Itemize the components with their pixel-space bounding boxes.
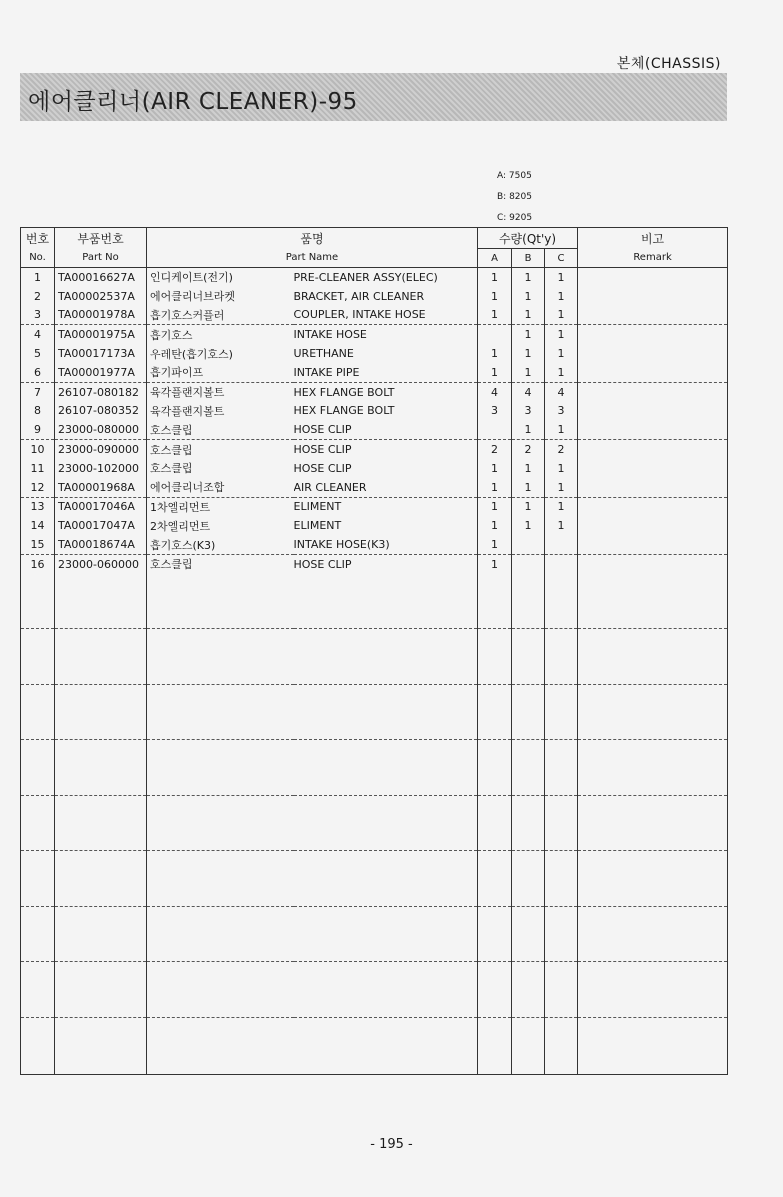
row-qty-c: 3: [545, 402, 578, 421]
row-name-en: AIR CLEANER: [294, 478, 478, 497]
empty-row: [21, 1017, 728, 1074]
row-qty-a: 1: [478, 535, 512, 554]
row-no: 13: [21, 497, 55, 516]
row-name-kr: 에어클리너브라켓: [150, 290, 236, 304]
row-no: 3: [21, 306, 55, 325]
row-no: 7: [21, 382, 55, 401]
header-qty-a: A: [478, 249, 512, 268]
row-remark: [578, 363, 728, 382]
row-no: 9: [21, 420, 55, 439]
row-qty-c: 1: [545, 268, 578, 287]
row-qty-b: 1: [512, 344, 545, 363]
row-qty-a: 1: [478, 459, 512, 478]
table-row: [21, 459, 728, 478]
row-name-en: INTAKE PIPE: [294, 363, 478, 382]
empty-row: [21, 906, 728, 962]
row-name-en: BRACKET, AIR CLEANER: [294, 287, 478, 306]
row-part-no: 23000-060000: [55, 554, 147, 573]
row-remark: [578, 554, 728, 573]
row-qty-a: 1: [478, 268, 512, 287]
row-name-kr: 흡기호스커플러: [147, 306, 294, 325]
row-qty-b: [512, 535, 545, 554]
row-qty-b: 1: [512, 497, 545, 516]
empty-row: [21, 684, 728, 740]
row-name-en: HOSE CLIP: [294, 440, 478, 459]
row-no: 2: [21, 287, 55, 306]
row-name-kr: 육각플랜지볼트: [150, 386, 225, 400]
row-no: 10: [21, 440, 55, 459]
row-qty-b: 1: [512, 363, 545, 382]
row-qty-a: 1: [478, 287, 512, 306]
row-qty-c: 1: [545, 306, 578, 325]
row-qty-a: 1: [478, 554, 512, 573]
row-part-no: 26107-080182: [55, 382, 147, 401]
row-name-kr: 인디케이트(전기): [150, 271, 233, 285]
row-name-en: COUPLER, INTAKE HOSE: [294, 306, 478, 325]
row-no: 4: [21, 325, 55, 344]
row-no: 14: [21, 516, 55, 535]
header-partno-en: Part No: [55, 249, 147, 268]
row-qty-b: 1: [512, 420, 545, 439]
row-no: 6: [21, 363, 55, 382]
row-name-kr: 흡기호스: [150, 328, 193, 342]
row-qty-b: 1: [512, 459, 545, 478]
row-remark: [578, 344, 728, 363]
row-part-no: TA00016627A: [55, 268, 147, 287]
row-qty-a: 4: [478, 382, 512, 401]
row-qty-a: 1: [478, 478, 512, 497]
row-name-en: PRE-CLEANER ASSY(ELEC): [294, 268, 478, 287]
row-part-no: TA00001978A: [55, 306, 147, 325]
row-no: 8: [21, 402, 55, 421]
table-row: [21, 516, 728, 535]
row-qty-c: [545, 535, 578, 554]
row-part-no: TA00017047A: [55, 516, 147, 535]
row-name-kr: 호스클립: [150, 443, 193, 457]
model-c-label: C: 9205: [497, 213, 533, 223]
row-name-kr: 흡기파이프: [147, 363, 294, 382]
row-qty-a: 3: [478, 402, 512, 421]
row-remark: [578, 420, 728, 439]
header-qty-b: B: [512, 249, 545, 268]
table-row: [21, 440, 728, 459]
row-qty-b: 4: [512, 382, 545, 401]
row-qty-c: 1: [545, 287, 578, 306]
row-name-kr: 호스클립: [150, 462, 193, 476]
row-qty-c: 1: [545, 420, 578, 439]
row-qty-c: [545, 554, 578, 573]
row-no: 16: [21, 554, 55, 573]
row-part-no: 23000-080000: [55, 420, 147, 439]
header-name-kr: 품명: [147, 228, 478, 249]
table-row: [21, 554, 728, 573]
header-no-kr: 번호: [21, 228, 55, 249]
row-remark: [578, 268, 728, 287]
header-remark-en: Remark: [578, 249, 728, 268]
table-row: [21, 344, 728, 363]
row-name-kr: 1차엘리먼트: [150, 500, 211, 514]
row-no: 15: [21, 535, 55, 554]
empty-row: [21, 851, 728, 907]
row-part-no: 26107-080352: [55, 402, 147, 421]
row-qty-c: 1: [545, 363, 578, 382]
row-no: 1: [21, 268, 55, 287]
page-title: 에어클리너(AIR CLEANER)-95: [28, 89, 358, 115]
row-qty-c: 1: [545, 344, 578, 363]
row-remark: [578, 440, 728, 459]
row-qty-a: 1: [478, 344, 512, 363]
header-no-en: No.: [21, 249, 55, 268]
row-qty-c: 1: [545, 478, 578, 497]
row-remark: [578, 497, 728, 516]
table-row: [21, 402, 728, 421]
row-qty-a: 1: [478, 363, 512, 382]
row-name-kr: 육각플랜지볼트: [150, 404, 225, 418]
row-qty-c: 4: [545, 382, 578, 401]
header-remark-kr: 비고: [578, 228, 728, 249]
row-qty-b: 3: [512, 402, 545, 421]
table-row: [21, 363, 728, 382]
row-no: 11: [21, 459, 55, 478]
row-name-en: INTAKE HOSE(K3): [294, 535, 478, 554]
empty-row: [21, 740, 728, 796]
row-part-no: TA00017173A: [55, 344, 147, 363]
table-row: [21, 497, 728, 516]
row-qty-b: 1: [512, 287, 545, 306]
row-no: 12: [21, 478, 55, 497]
row-part-no: TA00017046A: [55, 497, 147, 516]
row-qty-a: [478, 325, 512, 344]
row-part-no: TA00018674A: [55, 535, 147, 554]
row-no: 5: [21, 344, 55, 363]
row-name-en: ELIMENT: [294, 497, 478, 516]
row-name-en: HOSE CLIP: [294, 459, 478, 478]
row-remark: [578, 306, 728, 325]
table-row: [21, 306, 728, 325]
table-header-row: [21, 228, 728, 249]
row-qty-b: [512, 554, 545, 573]
row-remark: [578, 382, 728, 401]
table-row: [21, 478, 728, 497]
row-part-no: 23000-102000: [55, 459, 147, 478]
empty-row: [21, 795, 728, 851]
model-legend: [497, 166, 532, 229]
row-remark: [578, 478, 728, 497]
row-name-kr: 2차엘리먼트: [150, 519, 211, 533]
row-qty-c: 1: [545, 497, 578, 516]
model-b-label: B: 8205: [497, 192, 532, 202]
row-remark: [578, 516, 728, 535]
header-qty: 수량(Qt'y): [478, 228, 578, 249]
row-part-no: 23000-090000: [55, 440, 147, 459]
row-name-kr: 호스클립: [147, 420, 294, 439]
row-remark: [578, 535, 728, 554]
row-name-en: HOSE CLIP: [294, 420, 478, 439]
row-remark: [578, 459, 728, 478]
empty-row: [21, 629, 728, 685]
header-partno-kr: 부품번호: [55, 228, 147, 249]
row-name-kr: 우레탄(흡기호스): [150, 347, 233, 361]
table-row: [21, 325, 728, 344]
row-remark: [578, 402, 728, 421]
row-qty-b: 1: [512, 325, 545, 344]
empty-row: [21, 574, 728, 629]
row-name-en: HEX FLANGE BOLT: [294, 382, 478, 401]
table-row: [21, 382, 728, 401]
table-row: [21, 287, 728, 306]
header-name-en: Part Name: [147, 249, 478, 268]
row-qty-a: 1: [478, 516, 512, 535]
header-qty-c: C: [545, 249, 578, 268]
title-banner: [20, 73, 727, 121]
row-name-en: ELIMENT: [294, 516, 478, 535]
section-label: 본체(CHASSIS): [616, 56, 721, 72]
row-name-en: URETHANE: [294, 344, 478, 363]
row-part-no: TA00002537A: [55, 287, 147, 306]
table-row: [21, 420, 728, 439]
empty-row: [21, 962, 728, 1018]
parts-table: [20, 227, 728, 1075]
table-row: [21, 535, 728, 554]
row-name-en: HOSE CLIP: [294, 554, 478, 573]
table-subheader-row: [21, 249, 728, 268]
row-qty-b: 1: [512, 478, 545, 497]
row-name-en: INTAKE HOSE: [294, 325, 478, 344]
row-qty-a: 1: [478, 306, 512, 325]
row-part-no: TA00001977A: [55, 363, 147, 382]
row-qty-b: 2: [512, 440, 545, 459]
row-name-kr: 에어클리너조합: [147, 478, 294, 497]
row-qty-a: 2: [478, 440, 512, 459]
row-qty-c: 2: [545, 440, 578, 459]
row-qty-b: 1: [512, 516, 545, 535]
table-row: [21, 268, 728, 287]
row-part-no: TA00001975A: [55, 325, 147, 344]
row-qty-c: 1: [545, 459, 578, 478]
row-qty-c: 1: [545, 516, 578, 535]
row-remark: [578, 287, 728, 306]
row-part-no: TA00001968A: [55, 478, 147, 497]
row-qty-b: 1: [512, 268, 545, 287]
row-qty-a: [478, 420, 512, 439]
row-qty-a: 1: [478, 497, 512, 516]
row-name-kr: 흡기호스(K3): [147, 535, 294, 554]
row-remark: [578, 325, 728, 344]
row-qty-c: 1: [545, 325, 578, 344]
model-a-label: A: 7505: [497, 171, 532, 181]
row-name-en: HEX FLANGE BOLT: [294, 402, 478, 421]
page-number: - 195 -: [370, 1137, 413, 1152]
row-name-kr: 호스클립: [150, 558, 193, 572]
row-qty-b: 1: [512, 306, 545, 325]
